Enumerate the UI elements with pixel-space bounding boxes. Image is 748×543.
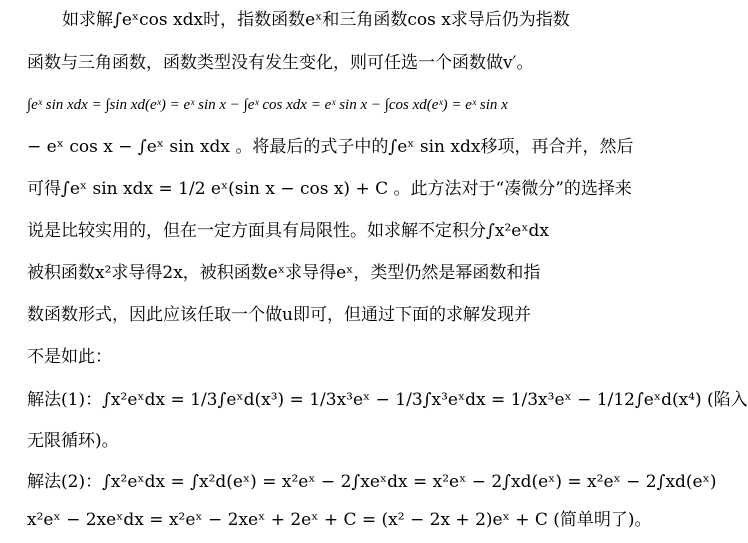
text-line-2: 函数与三角函数，函数类型没有发生变化，则可任选一个函数做v′。 [27,53,534,73]
text-line-1: 如求解∫eˣcos xdx时，指数函数eˣ和三角函数cos x求导后仍为指数 [62,10,570,30]
formula-line-13: x²eˣ − 2xeˣdx = x²eˣ − 2xeˣ + 2eˣ + C = (x² − 2x + 2)eˣ + C (简单明了)。 [27,510,652,530]
text-line-8: 数函数形式，因此应该任取一个做u即可，但通过下面的求解发现并 [27,305,531,325]
solution-2-line: 解法(2)：∫x²eˣdx = ∫x²d(eˣ) = x²eˣ − 2∫xeˣdx = x²eˣ − 2∫xd(eˣ) = x²eˣ − 2∫xd(eˣ) [27,472,717,492]
solution-1-line: 解法(1)：∫x²eˣdx = 1/3∫eˣd(x³) = 1/3x³eˣ − 1/3∫x³eˣdx = 1/3x³eˣ − 1/12∫eˣd(x⁴) (陷入 [27,390,748,410]
text-line-4: − eˣ cos x − ∫eˣ sin xdx 。将最后的式子中的∫eˣ sin xdx移项，再合并，然后 [27,137,634,157]
text-line-7: 被积函数x²求导得2x，被积函数eˣ求导得eˣ，类型仍然是幂函数和指 [27,263,541,283]
text-line-6: 说是比较实用的，但在一定方面具有局限性。如求解不定积分∫x²eˣdx [27,221,549,241]
text-line-9: 不是如此： [27,347,112,367]
formula-line-3: ∫eˣ sin xdx = ∫sin xd(eˣ) = eˣ sin x − ∫eˣ cos xdx = eˣ sin x − ∫cos xd(eˣ) = eˣ sin x [27,97,508,113]
text-line-5: 可得∫eˣ sin xdx = 1/2 eˣ(sin x − cos x) + C 。此方法对于“凑微分”的选择来 [27,179,632,199]
text-line-11: 无限循环)。 [27,431,119,451]
